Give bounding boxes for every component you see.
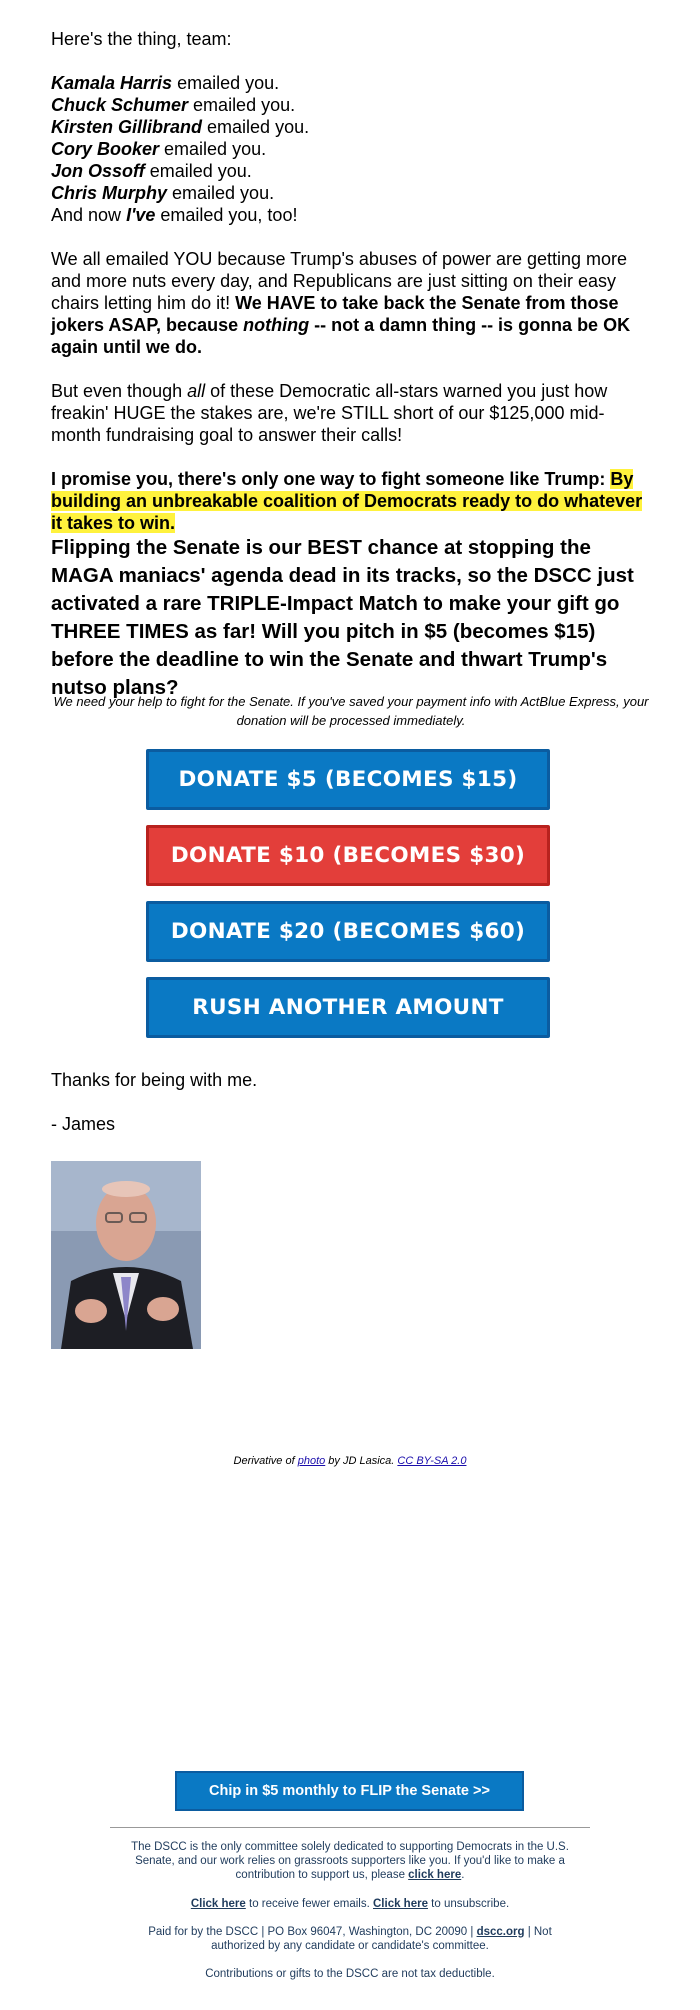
monthly-donate-button[interactable]: Chip in $5 monthly to FLIP the Senate >>: [175, 1771, 524, 1811]
contribute-link[interactable]: click here: [408, 1869, 462, 1881]
greeting: Here's the thing, team:: [51, 29, 232, 49]
payment-note: We need your help to fight for the Senate. If you've saved your payment info with ActBlue Express, your donation will be processed immediately.: [53, 694, 649, 728]
portrait-photo: [51, 1161, 201, 1349]
footer-tax-note: Contributions or gifts to the DSCC are not tax deductible.: [205, 1968, 495, 1980]
fewer-emails-link[interactable]: Click here: [190, 1898, 246, 1910]
footer-divider: [110, 1827, 590, 1828]
donate-10-button[interactable]: DONATE $10 (BECOMES $30): [146, 825, 550, 886]
email-body: [51, 28, 651, 702]
thanks-text: Thanks for being with me.: [51, 1070, 258, 1090]
list-item: Chris Murphy emailed you.: [51, 183, 275, 203]
other-amount-button[interactable]: RUSH ANOTHER AMOUNT: [146, 977, 550, 1038]
unsubscribe-link[interactable]: Click here: [373, 1898, 428, 1910]
list-item: Jon Ossoff emailed you.: [51, 161, 252, 181]
photo-link[interactable]: photo: [297, 1455, 326, 1467]
donate-20-button[interactable]: DONATE $20 (BECOMES $60): [146, 901, 550, 962]
list-item: And now I've emailed you, too!: [51, 205, 298, 225]
paragraph-goal: But even though all of these Democratic all-stars warned you just how freakin' HUGE the stakes are, we're STILL short of our $125,000 mid-month fundraising goal to answer their calls!: [51, 381, 608, 445]
paragraph-promise: I promise you, there's only one way to fight someone like Trump: By building an unbreakable coalition of Democrats ready to do whatever it takes to win.: [51, 469, 643, 533]
photo-credit: Derivative of photo by JD Lasica. CC BY-SA 2.0: [233, 1455, 467, 1467]
footer-paid-for: Paid for by the DSCC | PO Box 96047, Washington, DC 20090 | dscc.org | Not authorized by any candidate or candidate's committee.: [148, 1926, 552, 1952]
emailed-list: [51, 72, 651, 226]
person-illustration: [51, 1161, 201, 1349]
list-item: Chuck Schumer emailed you.: [51, 95, 296, 115]
footer-about: The DSCC is the only committee solely dedicated to supporting Democrats in the U.S. Senate, and our work relies on grassroots supporters like you. If you'd like to make a contribution to support us, please click here.: [131, 1841, 569, 1881]
list-item: Kirsten Gillibrand emailed you.: [51, 117, 310, 137]
footer-email-prefs: Click here to receive fewer emails. Click here to unsubscribe.: [190, 1898, 510, 1910]
headline-paragraph: Flipping the Senate is our BEST chance at stopping the MAGA maniacs' agenda dead in its tracks, so the DSCC just activated a rare TRIPLE-Impact Match to make your gift go THREE TIMES as far! Will you pitch in $5 (becomes $15) before the deadline to win the Senate and thwart Trump's nutso plans?: [51, 536, 634, 699]
list-item: Cory Booker emailed you.: [51, 139, 267, 159]
highlighted-text: By building an unbreakable coalition of Democrats ready to do whatever it takes to win.: [51, 469, 643, 533]
dscc-link[interactable]: dscc.org: [476, 1926, 525, 1938]
signature: - James: [51, 1114, 116, 1134]
paragraph-abuses: We all emailed YOU because Trump's abuses of power are getting more and more nuts every day, and Republicans are just sitting on their easy chairs letting him do it! We HAVE to take back the Senate from those jokers ASAP, because nothing -- not a damn thing -- is gonna be OK again until we do.: [51, 249, 631, 357]
license-link[interactable]: CC BY-SA 2.0: [397, 1455, 467, 1467]
donate-5-button[interactable]: DONATE $5 (BECOMES $15): [146, 749, 550, 810]
list-item: Kamala Harris emailed you.: [51, 73, 280, 93]
